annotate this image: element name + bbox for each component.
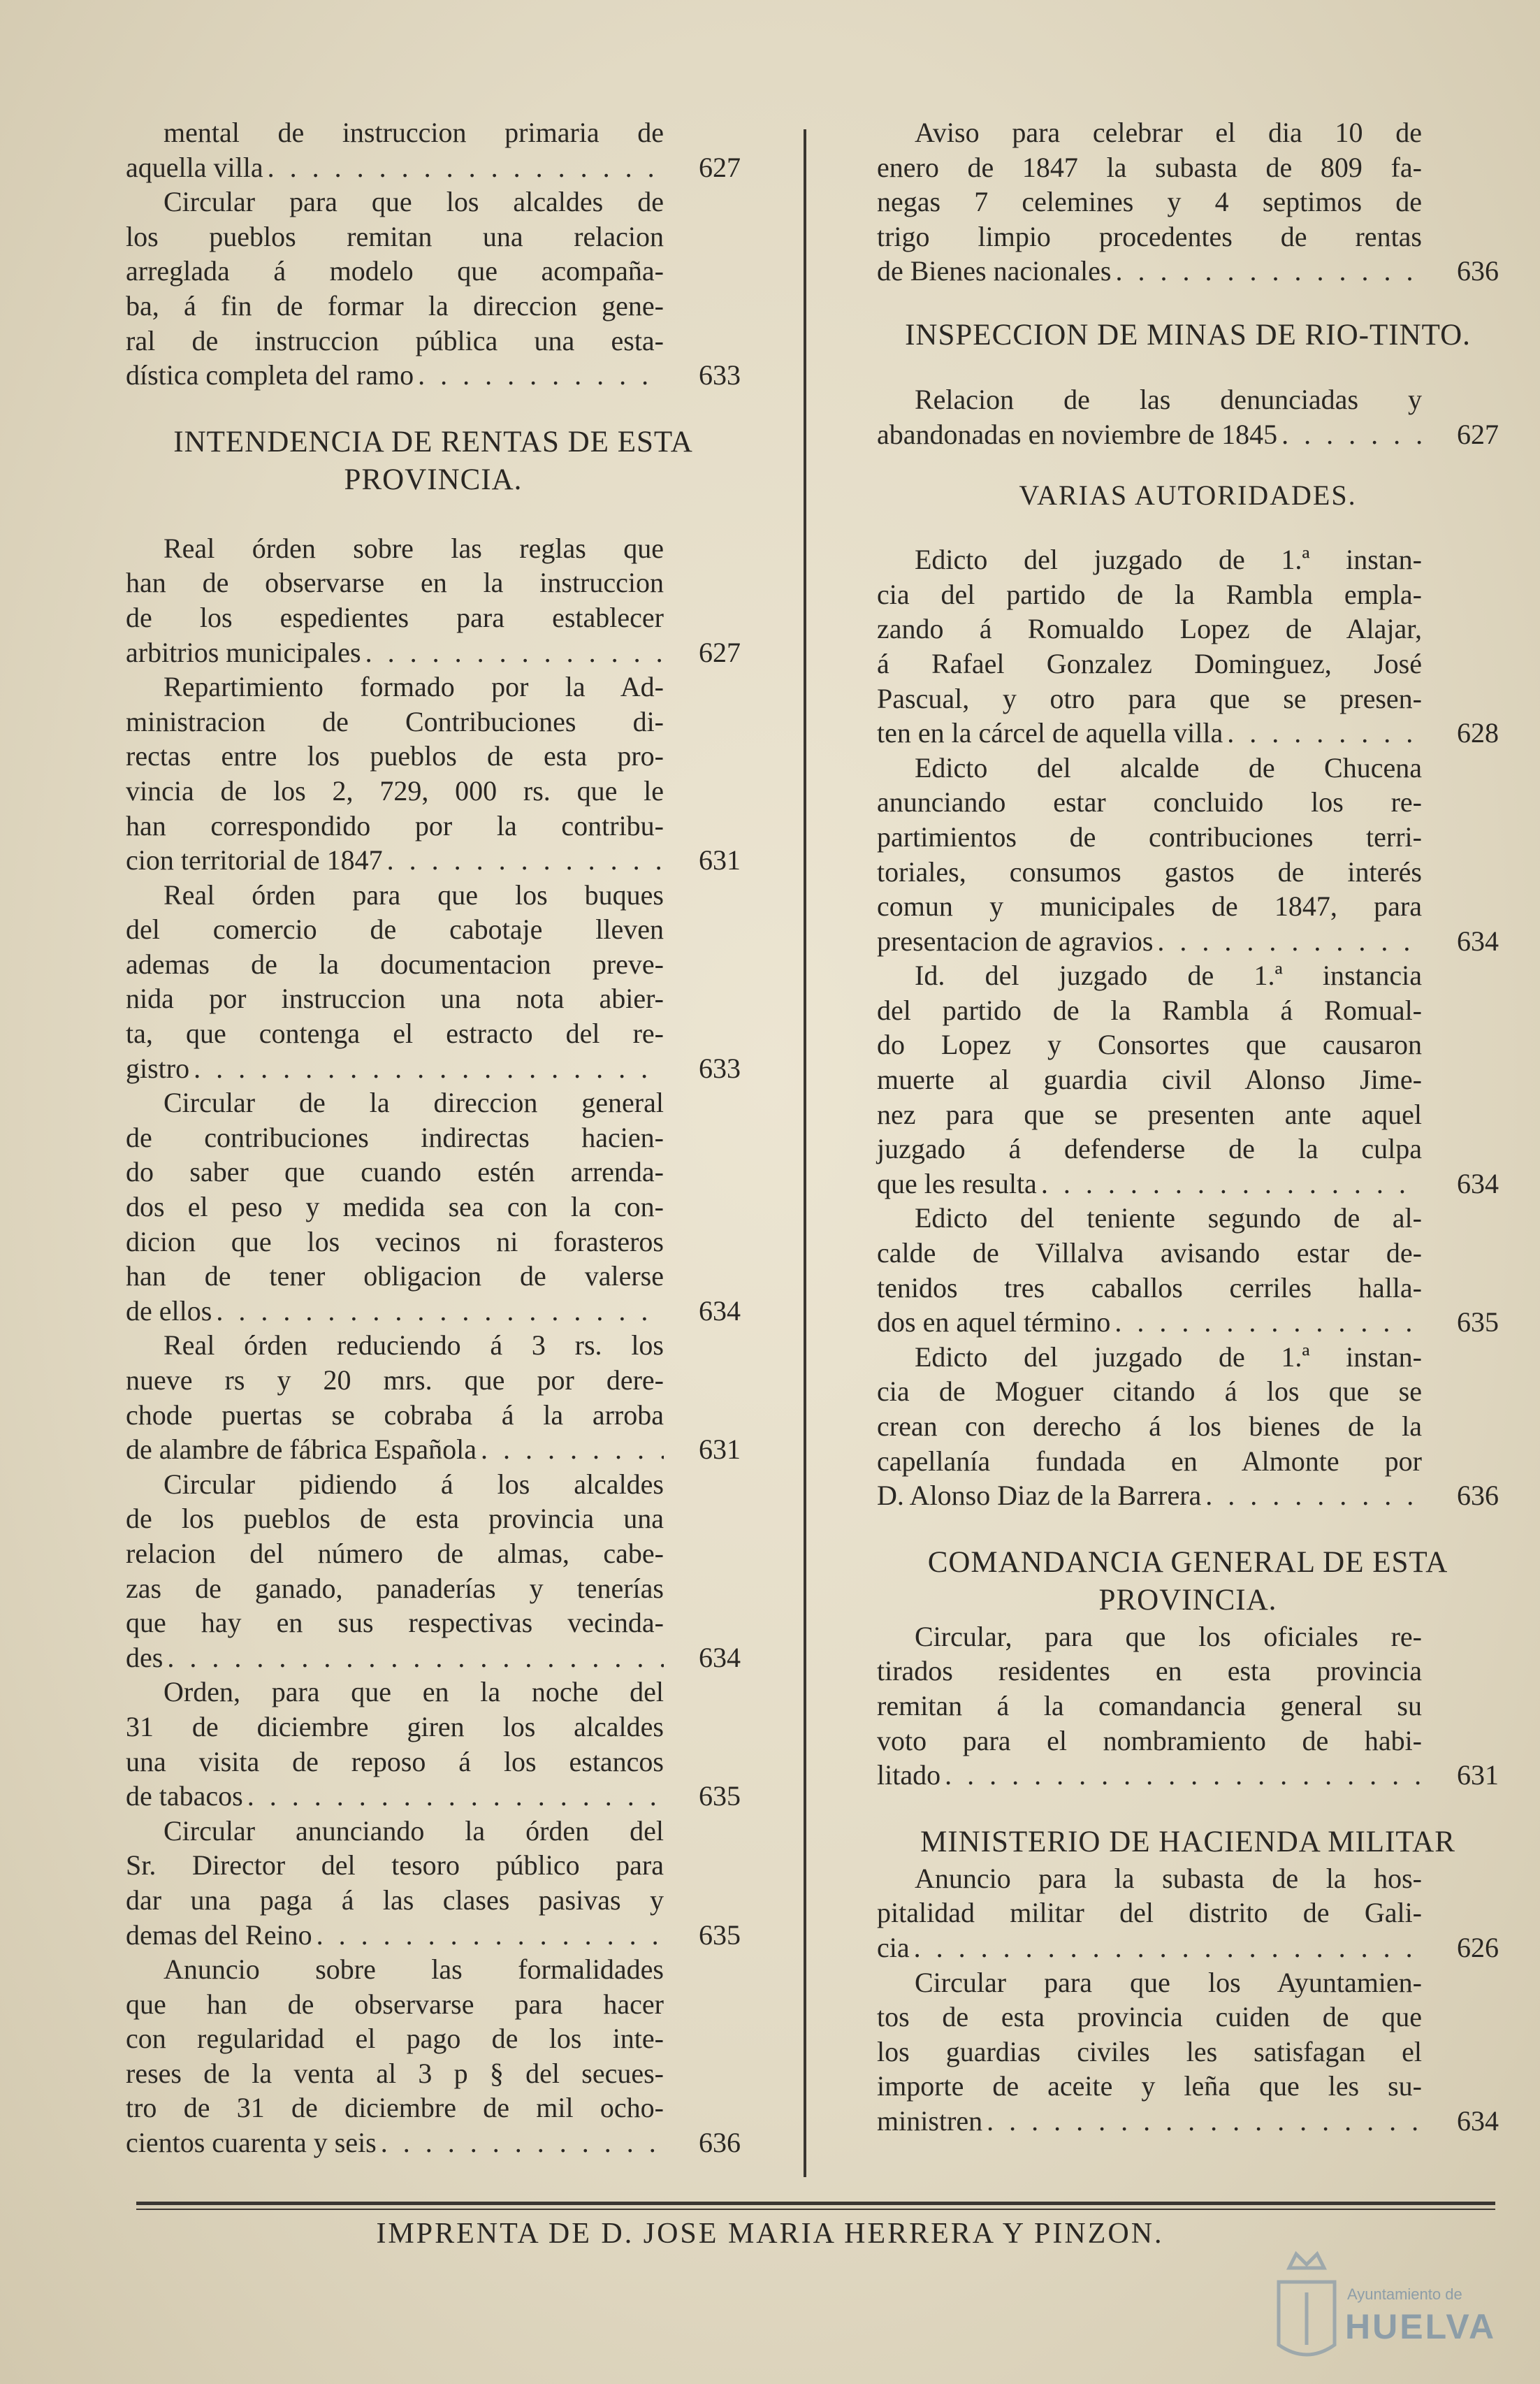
entry-line: Repartimiento formado por la Ad-: [164, 671, 664, 703]
entry-line: remitan á la comandancia general su: [877, 1689, 1422, 1721]
entry-last-line: [877, 254, 1499, 289]
entry-line: Edicto del juzgado de 1.ª instan-: [915, 544, 1422, 576]
entry-last-line: [877, 716, 1499, 751]
page-number: 636: [1457, 1480, 1499, 1512]
heading-line: VARIAS AUTORIDADES.: [1019, 479, 1357, 512]
index-entry: [126, 531, 741, 670]
index-entry: [877, 1340, 1499, 1513]
entry-line: enero de 1847 la subasta de 809 fa-: [877, 151, 1422, 183]
entry-line: trigo limpio procedentes de rentas: [877, 220, 1422, 252]
entry-line: Anuncio sobre las formalidades: [164, 1953, 664, 1986]
entry-line: do saber que cuando estén arrenda-: [126, 1156, 664, 1188]
entry-text: presentacion de agravios: [877, 925, 1154, 957]
entry-line: pitalidad militar del distrito de Gali-: [877, 1897, 1422, 1929]
entry-line: comun y municipales de 1847, para: [877, 890, 1422, 923]
index-entry: [877, 542, 1499, 751]
entry-line: juzgado á defenderse de la culpa: [877, 1133, 1422, 1165]
entry-line: Real órden para que los buques: [164, 879, 664, 911]
entry-line: ministracion de Contribuciones di-: [126, 705, 664, 737]
entry-text: que les resulta: [877, 1167, 1037, 1199]
heading-line: PROVINCIA.: [344, 463, 523, 496]
entry-text: litado: [877, 1759, 941, 1791]
entry-line: reses de la venta al 3 p § del secues-: [126, 2057, 664, 2089]
page-number: 627: [699, 151, 741, 183]
index-entry: [126, 878, 741, 1086]
dot-leader: [381, 2125, 664, 2160]
entry-line: muerte al guardia civil Alonso Jime-: [877, 1064, 1422, 1096]
entry-line: ademas de la documentacion preve-: [126, 948, 664, 980]
page-number: 633: [699, 359, 741, 391]
entry-line: do Lopez y Consortes que causaron: [877, 1029, 1422, 1061]
page-number: 635: [699, 1919, 741, 1951]
entry-last-line: [877, 1166, 1499, 1201]
entry-last-line: [126, 1051, 741, 1086]
entry-line: Circular para que los Ayuntamien-: [915, 1966, 1422, 1998]
watermark-subtitle: Ayuntamiento de: [1347, 2285, 1462, 2303]
entry-line: nueve rs y 20 mrs. que por dere-: [126, 1364, 664, 1396]
entry-line: Orden, para que en la noche del: [164, 1676, 664, 1708]
page-number: 631: [699, 1433, 741, 1466]
entry-line: Id. del juzgado de 1.ª instancia: [915, 960, 1422, 992]
entry-line: con regularidad el pago de los inte-: [126, 2023, 664, 2055]
entry-line: anunciando estar concluido los re-: [877, 786, 1422, 818]
entry-last-line: [126, 150, 741, 185]
dot-leader: [1115, 254, 1422, 289]
index-entry: [126, 1675, 741, 1813]
entry-line: los pueblos remitan una relacion: [126, 220, 664, 252]
entry-last-line: [126, 358, 741, 393]
entry-text: aquella villa: [126, 151, 263, 183]
entry-line: Pascual, y otro para que se presen-: [877, 682, 1422, 714]
entry-line: de los espedientes para establecer: [126, 601, 664, 633]
dot-leader: [365, 635, 664, 670]
entry-text: cia: [877, 1931, 910, 1963]
heading-line: MINISTERIO DE HACIENDA MILITAR: [920, 1825, 1455, 1858]
index-entry: [126, 185, 741, 393]
entry-line: vincia de los 2, 729, 000 rs. que le: [126, 774, 664, 807]
entry-line: Relacion de las denunciadas y: [915, 383, 1422, 415]
entry-line: Real órden reduciendo á 3 rs. los: [164, 1329, 664, 1361]
page-number: 635: [1457, 1306, 1499, 1338]
entry-line: Real órden sobre las reglas que: [164, 532, 664, 564]
index-entry: [877, 1861, 1499, 1965]
entry-text: de Bienes nacionales: [877, 255, 1112, 287]
index-entry: [877, 1201, 1499, 1339]
heading-line: COMANDANCIA GENERAL DE ESTA: [927, 1545, 1448, 1579]
entry-text: D. Alonso Diaz de la Barrera: [877, 1480, 1202, 1512]
entry-line: de contribuciones indirectas hacien-: [126, 1121, 664, 1153]
entry-line: toriales, consumos gastos de interés: [877, 855, 1422, 888]
index-entry: [877, 751, 1499, 959]
entry-line: han de tener obligacion de valerse: [126, 1260, 664, 1292]
entry-last-line: [877, 2104, 1499, 2139]
dot-leader: [268, 150, 664, 185]
entry-line: cia del partido de la Rambla empla-: [877, 578, 1422, 610]
entry-line: dicion que los vecinos ni forasteros: [126, 1225, 664, 1257]
page-number: 631: [1457, 1759, 1499, 1791]
entry-line: Anuncio para la subasta de la hos-: [915, 1862, 1422, 1894]
index-entry: [126, 1085, 741, 1328]
dot-leader: [481, 1432, 664, 1467]
dot-leader: [317, 1918, 664, 1953]
dot-leader: [1227, 716, 1422, 751]
entry-line: partimientos de contribuciones terri-: [877, 821, 1422, 853]
index-entry: [877, 958, 1499, 1201]
page-number: 634: [1457, 1167, 1499, 1199]
footer-rule: [136, 2202, 1495, 2205]
entry-line: tro de 31 de diciembre de mil ocho-: [126, 2092, 664, 2124]
entry-last-line: [126, 1918, 741, 1953]
entry-line: zas de ganado, panaderías y tenerías: [126, 1572, 664, 1604]
entry-line: tirados residentes en esta provincia: [877, 1655, 1422, 1687]
entry-line: Circular de la direccion general: [164, 1087, 664, 1119]
entry-line: Circular, para que los oficiales re-: [915, 1620, 1422, 1652]
index-entry: [877, 1965, 1499, 2139]
entry-line: ral de instruccion pública una esta-: [126, 324, 664, 356]
entry-line: nez para que se presenten ante aquel: [877, 1098, 1422, 1130]
entry-line: 31 de diciembre giren los alcaldes: [126, 1710, 664, 1742]
entry-line: tenidos tres caballos cerriles halla-: [877, 1271, 1422, 1303]
entry-line: chode puertas se cobraba á la arroba: [126, 1399, 664, 1431]
entry-line: Edicto del alcalde de Chucena: [915, 751, 1422, 783]
heading-line: PROVINCIA.: [1098, 1583, 1277, 1617]
dot-leader: [194, 1051, 664, 1086]
entry-line: calde de Villalva avisando estar de-: [877, 1237, 1422, 1269]
entry-line: importe de aceite y leña que les su-: [877, 2070, 1422, 2102]
entry-last-line: [877, 417, 1499, 452]
entry-text: dos en aquel término: [877, 1306, 1111, 1338]
entry-line: rectas entre los pueblos de esta pro-: [126, 740, 664, 772]
section-heading: [877, 1544, 1499, 1619]
dot-leader: [914, 1930, 1422, 1965]
page-number: 635: [699, 1780, 741, 1812]
entry-text: des: [126, 1641, 164, 1673]
page-number: 633: [699, 1052, 741, 1084]
dot-leader: [1281, 417, 1422, 452]
entry-last-line: [126, 843, 741, 878]
entry-text: dística completa del ramo: [126, 359, 414, 391]
dot-leader: [1157, 924, 1422, 959]
entry-line: Aviso para celebrar el dia 10 de: [915, 117, 1422, 148]
entry-line: mental de instruccion primaria de: [164, 117, 664, 148]
entry-line: á Rafael Gonzalez Dominguez, José: [877, 647, 1422, 679]
page-number: 634: [699, 1294, 741, 1327]
page-number: 634: [1457, 925, 1499, 957]
index-entry: [126, 670, 741, 878]
entry-line: Sr. Director del tesoro público para: [126, 1849, 664, 1881]
entry-line: negas 7 celemines y 4 septimos de: [877, 186, 1422, 218]
right-column: [877, 115, 1499, 2139]
index-entry: [126, 1467, 741, 1675]
entry-line: los guardias civiles les satisfagan el: [877, 2035, 1422, 2067]
left-column: [126, 115, 741, 2160]
section-heading: [877, 477, 1499, 514]
entry-line: de los pueblos de esta provincia una: [126, 1503, 664, 1535]
entry-last-line: [126, 2125, 741, 2160]
entry-line: dar una paga á las clases pasivas y: [126, 1884, 664, 1916]
dot-leader: [987, 2104, 1422, 2139]
dot-leader: [247, 1779, 664, 1814]
dot-leader: [216, 1294, 664, 1329]
page-number: 628: [1457, 717, 1499, 749]
entry-last-line: [877, 1930, 1499, 1965]
entry-line: Circular para que los alcaldes de: [164, 186, 664, 218]
entry-line: Circular anunciando la órden del: [164, 1814, 664, 1847]
section-heading: [126, 424, 741, 499]
entry-text: cientos cuarenta y seis: [126, 2127, 377, 2159]
dot-leader: [167, 1640, 664, 1675]
entry-text: gistro: [126, 1052, 190, 1084]
entry-last-line: [877, 1758, 1499, 1793]
index-entry: [877, 115, 1499, 289]
entry-line: Circular pidiendo á los alcaldes: [164, 1468, 664, 1500]
page-number: 634: [1457, 2104, 1499, 2137]
entry-line: del partido de la Rambla á Romual-: [877, 994, 1422, 1026]
dot-leader: [1114, 1305, 1422, 1340]
entry-last-line: [126, 635, 741, 670]
entry-text: demas del Reino: [126, 1919, 312, 1951]
dot-leader: [1041, 1166, 1422, 1201]
entry-line: Edicto del teniente segundo de al-: [915, 1202, 1422, 1234]
entry-last-line: [126, 1779, 741, 1814]
entry-line: nida por instruccion una nota abier-: [126, 983, 664, 1015]
entry-text: cion territorial de 1847: [126, 844, 383, 876]
entry-line: del comercio de cabotaje lleven: [126, 913, 664, 946]
entry-text: de tabacos: [126, 1780, 243, 1812]
index-entry: [126, 115, 741, 185]
entry-line: ba, á fin de formar la direccion gene-: [126, 289, 664, 322]
entry-text: ministren: [877, 2104, 983, 2137]
section-heading: [877, 317, 1499, 354]
entry-line: que hay en sus respectivas vecinda-: [126, 1607, 664, 1639]
heading-line: INTENDENCIA DE RENTAS DE ESTA: [173, 425, 693, 458]
watermark-name: HUELVA: [1345, 2307, 1497, 2346]
entry-text: de alambre de fábrica Española: [126, 1433, 477, 1466]
column-divider: [804, 129, 806, 2177]
page-number: 634: [699, 1641, 741, 1673]
index-entry: [877, 382, 1499, 451]
page-number: 636: [1457, 255, 1499, 287]
page-number: 636: [699, 2127, 741, 2159]
entry-line: ta, que contenga el estracto del re-: [126, 1018, 664, 1050]
entry-line: voto para el nombramiento de habi-: [877, 1724, 1422, 1756]
entry-line: arreglada á modelo que acompaña-: [126, 255, 664, 287]
entry-last-line: [877, 924, 1499, 959]
entry-line: Edicto del juzgado de 1.ª instan-: [915, 1341, 1422, 1373]
section-heading: [877, 1823, 1499, 1861]
entry-line: zando á Romualdo Lopez de Alajar,: [877, 613, 1422, 645]
entry-line: una visita de reposo á los estancos: [126, 1745, 664, 1777]
entry-line: capellanía fundada en Almonte por: [877, 1445, 1422, 1477]
entry-line: tos de esta provincia cuiden de que: [877, 2001, 1422, 2033]
index-entry: [126, 1814, 741, 1952]
page-number: 627: [1457, 418, 1499, 450]
entry-line: cia de Moguer citando á los que se: [877, 1375, 1422, 1408]
entry-line: crean con derecho á los bienes de la: [877, 1410, 1422, 1442]
entry-text: abandonadas en noviembre de 1845: [877, 418, 1278, 450]
index-entry: [126, 1952, 741, 2160]
printer-imprint: IMPRENTA DE D. JOSE MARIA HERRERA Y PINZON.: [376, 2218, 1164, 2250]
dot-leader: [418, 358, 664, 393]
entry-text: ten en la cárcel de aquella villa: [877, 717, 1223, 749]
index-entry: [126, 1328, 741, 1466]
entry-line: han correspondido por la contribu-: [126, 809, 664, 841]
footer-rule-thin: [136, 2209, 1495, 2210]
entry-line: relacion del número de almas, cabe-: [126, 1537, 664, 1569]
entry-line: que han de observarse para hacer: [126, 1988, 664, 2020]
page-number: 626: [1457, 1931, 1499, 1963]
entry-last-line: [877, 1478, 1499, 1513]
page-number: 631: [699, 844, 741, 876]
entry-text: arbitrios municipales: [126, 636, 361, 668]
dot-leader: [945, 1758, 1422, 1793]
heading-line: INSPECCION DE MINAS DE RIO-TINTO.: [905, 318, 1471, 352]
index-entry: [877, 1619, 1499, 1793]
entry-last-line: [877, 1305, 1499, 1340]
entry-line: dos el peso y medida sea con la con-: [126, 1191, 664, 1223]
dot-leader: [1205, 1478, 1422, 1513]
page-number: 627: [699, 636, 741, 668]
entry-last-line: [126, 1294, 741, 1329]
entry-line: han de observarse en la instruccion: [126, 567, 664, 599]
entry-last-line: [126, 1640, 741, 1675]
entry-text: de ellos: [126, 1294, 212, 1327]
entry-last-line: [126, 1432, 741, 1467]
dot-leader: [387, 843, 664, 878]
